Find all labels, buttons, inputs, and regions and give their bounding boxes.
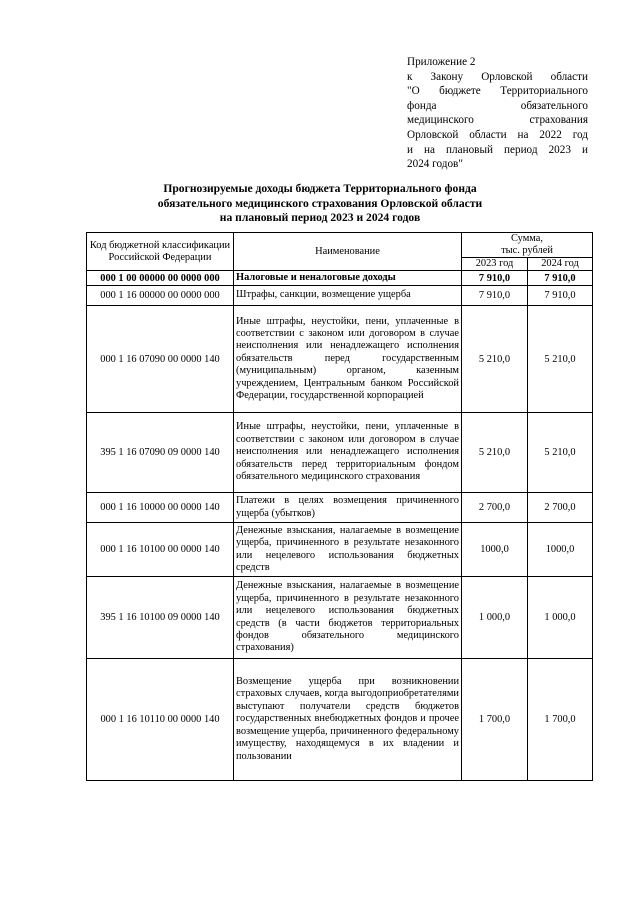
row-value-2024: 1 000,0 [528,577,593,659]
row-value-2024: 7 910,0 [528,271,593,286]
table-header-row [87,233,593,258]
table-row [87,523,593,577]
appendix-line: Орловской области на 2022 год [407,128,588,141]
appendix-reference [407,55,588,172]
row-code: 000 1 00 00000 00 0000 000 [87,271,234,286]
row-name: Возмещение ущерба при возникновении страховых случаев, когда выгодоприобретателями выступают получатели средств бюджетов государственных внебюджетных фондов и прочее возмещение ущерба, причиненного федеральному имуществу, находящемуся в их владении и пользовании [234,659,462,781]
row-name: Платежи в целях возмещения причиненного ущерба (убытков) [234,493,462,523]
row-value-2023: 1 000,0 [462,577,528,659]
row-name: Иные штрафы, неустойки, пени, уплаченные в соответствии с законом или договором в случае неисполнения или ненадлежащего исполнения обязательств перед государственным (муниципальным) органом, казенным учреждением, Центральным банком Российской Федерации, государственной корпорацией [234,306,462,413]
appendix-line: 2024 годов" [407,158,463,171]
title-line: обязательного медицинского страхования Орловской области [157,196,483,210]
header-year-2023: 2023 год [462,258,528,271]
row-name: Иные штрафы, неустойки, пени, уплаченные в соответствии с законом или договором в случае неисполнения или ненадлежащего исполнения обязательств перед территориальным фондом обязательного медицинского страхования [234,413,462,493]
document-title [100,182,540,226]
table-row [87,659,593,781]
row-name: Штрафы, санкции, возмещение ущерба [234,286,462,306]
row-value-2023: 1 700,0 [462,659,528,781]
appendix-line: фонда обязательного [407,99,588,112]
header-sum-unit: тыс. рублей [501,245,553,256]
appendix-line: к Закону Орловской области [407,70,588,83]
revenue-table [86,232,593,781]
row-value-2024: 5 210,0 [528,413,593,493]
title-line: на плановый период 2023 и 2024 годов [219,211,421,224]
row-value-2023: 1000,0 [462,523,528,577]
row-value-2024: 5 210,0 [528,306,593,413]
table-row [87,577,593,659]
appendix-line: и на плановый период 2023 и [407,143,588,156]
header-sum [462,233,593,258]
row-code: 395 1 16 10100 09 0000 140 [87,577,234,659]
row-value-2024: 1000,0 [528,523,593,577]
header-code: Код бюджетной классификации Российской Федерации [87,233,234,271]
row-value-2024: 1 700,0 [528,659,593,781]
table-row [87,286,593,306]
table-row [87,271,593,286]
row-value-2023: 7 910,0 [462,271,528,286]
row-value-2024: 7 910,0 [528,286,593,306]
row-code: 000 1 16 10110 00 0000 140 [87,659,234,781]
row-value-2024: 2 700,0 [528,493,593,523]
row-name: Денежные взыскания, налагаемые в возмещение ущерба, причиненного в результате незаконного или нецелевого использования бюджетных средств [234,523,462,577]
row-value-2023: 7 910,0 [462,286,528,306]
row-value-2023: 5 210,0 [462,413,528,493]
title-line: Прогнозируемые доходы бюджета Территориального фонда [163,182,477,195]
table-row [87,493,593,523]
table-row [87,306,593,413]
row-value-2023: 2 700,0 [462,493,528,523]
row-code: 000 1 16 00000 00 0000 000 [87,286,234,306]
row-code: 000 1 16 10100 00 0000 140 [87,523,234,577]
row-code: 000 1 16 10000 00 0000 140 [87,493,234,523]
header-name: Наименование [234,233,462,271]
appendix-line: Приложение 2 [407,56,476,68]
row-value-2023: 5 210,0 [462,306,528,413]
header-year-2024: 2024 год [528,258,593,271]
row-code: 000 1 16 07090 00 0000 140 [87,306,234,413]
row-name: Налоговые и неналоговые доходы [234,271,462,286]
header-sum-line: Сумма, [510,233,544,244]
row-code: 395 1 16 07090 09 0000 140 [87,413,234,493]
row-name: Денежные взыскания, налагаемые в возмещение ущерба, причиненного в результате незаконного или нецелевого использования бюджетных средств (в части бюджетов территориальных фондов обязательного медицинского страхования) [234,577,462,659]
appendix-line: медицинского страхования [407,114,588,127]
appendix-line: "О бюджете Территориального [407,85,588,98]
table-row [87,413,593,493]
